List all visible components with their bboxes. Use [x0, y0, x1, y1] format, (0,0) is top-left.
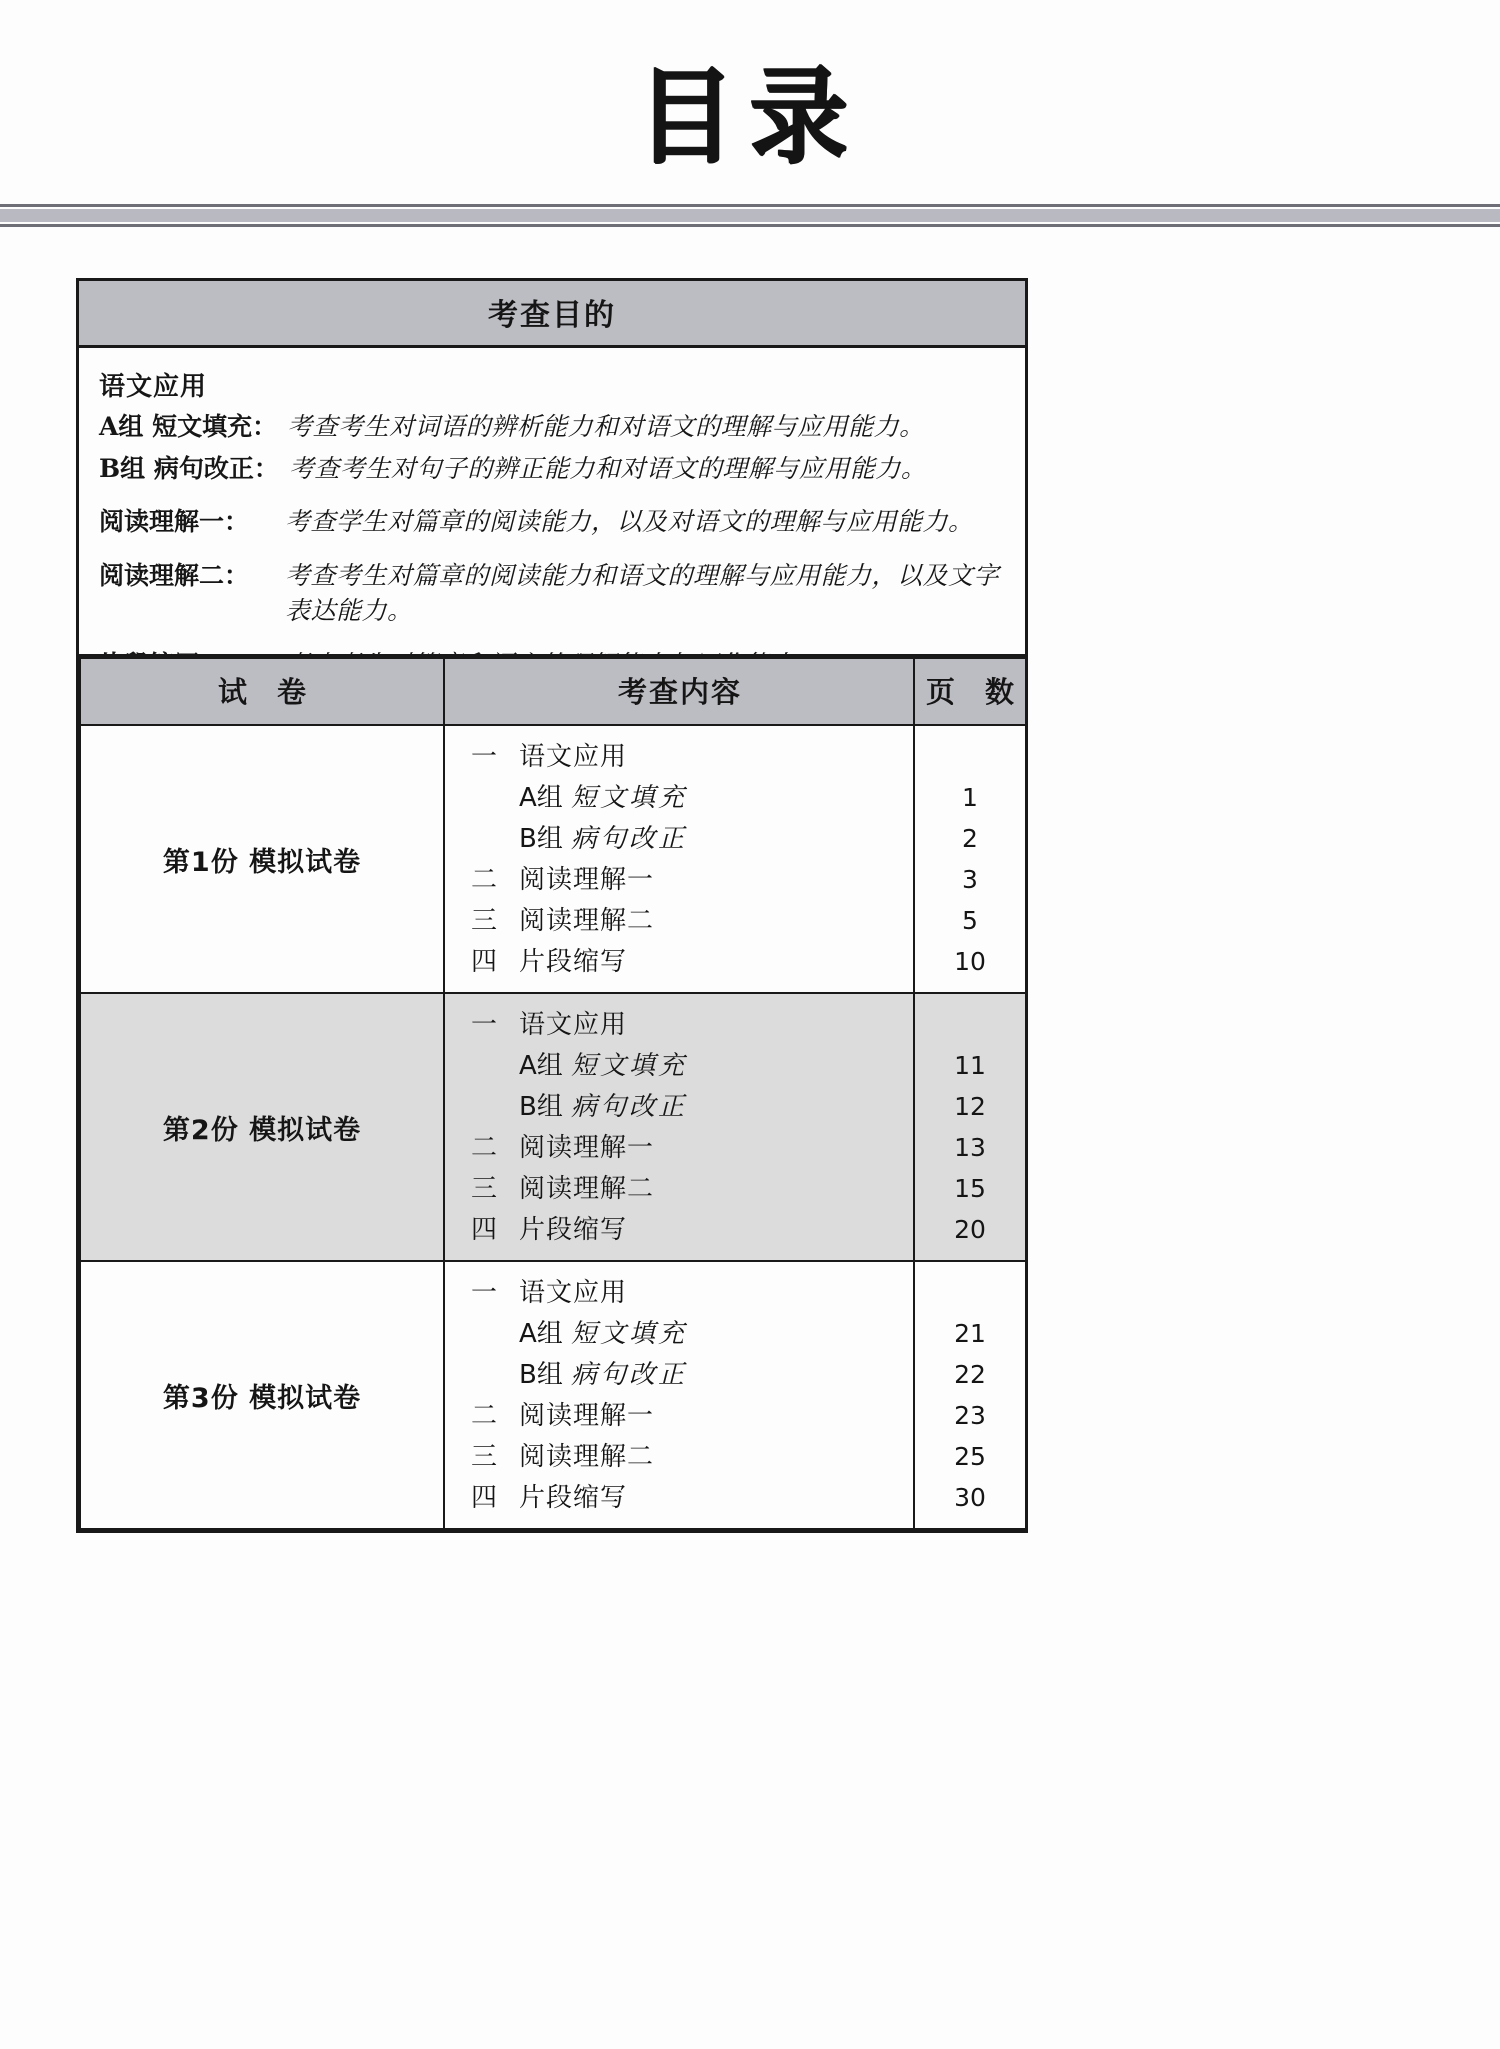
divider-line-bottom [0, 224, 1500, 227]
content-entry [471, 1127, 913, 1168]
entry-number: 三 [471, 1174, 498, 1204]
content-entry [471, 1477, 913, 1518]
assessment-purpose-body [79, 348, 1025, 706]
content-entry [471, 1354, 913, 1395]
page-number: 5 [962, 906, 978, 935]
page-number: 13 [954, 1133, 986, 1162]
content-entry [471, 777, 913, 818]
content-entry [471, 1313, 913, 1354]
contents-table-head [80, 658, 1026, 725]
entry-name: 短文填充 [571, 783, 688, 813]
content-entry [471, 859, 913, 900]
entry-name: 阅读理解一 [519, 1133, 655, 1163]
page-number: 15 [954, 1174, 986, 1203]
entry-number: 四 [471, 947, 498, 977]
contents-header-row [80, 658, 1026, 725]
entry-name: 语文应用 [519, 1010, 628, 1040]
page-number [915, 1004, 1025, 1045]
content-entry [471, 941, 913, 982]
entry-number: 三 [471, 1442, 498, 1472]
entry-name: 片段缩写 [519, 1483, 628, 1513]
page-number: 10 [954, 947, 986, 976]
column-header-content: 考查内容 [444, 658, 914, 725]
entry-group: A组 [519, 1319, 563, 1349]
entry-name: 病句改正 [571, 1360, 688, 1390]
contents-table-frame [76, 654, 1028, 1533]
page-title-area [0, 55, 1500, 178]
entry-name: 阅读理解一 [519, 865, 655, 895]
content-entry [471, 1168, 913, 1209]
purpose-entry [99, 451, 1009, 487]
entry-number: 二 [471, 1133, 498, 1163]
entry-name: 阅读理解二 [519, 1442, 655, 1472]
page-number: 22 [954, 1360, 986, 1389]
entry-name: 短文填充 [571, 1319, 688, 1349]
page-number: 11 [954, 1051, 986, 1080]
paper-name-cell: 第3份 模拟试卷 [80, 1261, 444, 1529]
entry-name: 阅读理解二 [519, 1174, 655, 1204]
content-entry [471, 1086, 913, 1127]
page-number: 25 [954, 1442, 986, 1471]
purpose-entry-label: A组 短文填充： [99, 412, 278, 441]
purpose-entry-label: B组 病句改正： [99, 453, 279, 483]
content-entry [471, 1004, 913, 1045]
page-number: 30 [954, 1483, 986, 1512]
content-entry [471, 818, 913, 859]
entry-group: B组 [519, 1092, 563, 1122]
content-entry [471, 1436, 913, 1477]
content-entry [471, 900, 913, 941]
contents-table [79, 657, 1027, 1530]
title-divider [0, 204, 1500, 228]
page-number [915, 736, 1025, 777]
entry-name: 病句改正 [571, 824, 688, 854]
entry-number: 二 [471, 865, 498, 895]
entry-group: B组 [519, 1360, 563, 1390]
page-title: 目录 [637, 55, 863, 178]
column-header-page: 页 数 [914, 658, 1026, 725]
page-number: 3 [962, 865, 978, 894]
paper-name-cell: 第1份 模拟试卷 [80, 725, 444, 993]
purpose-entry-label: 阅读理解一： [99, 507, 250, 536]
entry-number: 一 [471, 1278, 498, 1308]
page-number-cell [914, 1261, 1026, 1529]
entry-group: B组 [519, 824, 563, 854]
divider-line-top [0, 204, 1500, 207]
purpose-entry-text: 考查考生对词语的辨析能力和对语文的理解与应用能力。 [287, 412, 925, 441]
purpose-entry-label: 阅读理解二： [99, 560, 250, 590]
column-header-paper: 试 卷 [80, 658, 444, 725]
page-number: 2 [962, 824, 978, 853]
table-row [80, 993, 1026, 1261]
assessment-purpose-header [79, 281, 1025, 348]
content-cell [444, 1261, 914, 1529]
purpose-entry-text: 考查学生对篇章的阅读能力，以及对语文的理解与应用能力。 [285, 507, 974, 536]
table-row [80, 1261, 1026, 1529]
page-number: 23 [954, 1401, 986, 1430]
page-number-cell [914, 725, 1026, 993]
page-number-cell [914, 993, 1026, 1261]
assessment-purpose-box [76, 278, 1028, 709]
entry-number: 一 [471, 742, 498, 772]
paper-name-cell: 第2份 模拟试卷 [80, 993, 444, 1261]
assessment-purpose-header-label: 考查目的 [488, 298, 616, 333]
table-row [80, 725, 1026, 993]
page-number: 12 [954, 1092, 986, 1121]
entry-name: 阅读理解一 [519, 1401, 655, 1431]
page-number: 1 [962, 783, 978, 812]
page-number: 21 [954, 1319, 986, 1348]
content-entry [471, 1045, 913, 1086]
page-number [915, 1272, 1025, 1313]
entry-name: 短文填充 [571, 1051, 688, 1081]
entry-name: 阅读理解二 [519, 906, 655, 936]
content-entry [471, 1209, 913, 1250]
entry-number: 二 [471, 1401, 498, 1431]
purpose-entry-text: 考查考生对句子的辨正能力和对语文的理解与应用能力。 [288, 453, 927, 483]
entry-number: 三 [471, 906, 498, 936]
entry-name: 片段缩写 [519, 1215, 628, 1245]
entry-group: A组 [519, 1051, 563, 1081]
entry-name: 病句改正 [571, 1092, 688, 1122]
entry-number: 四 [471, 1215, 498, 1245]
entry-name: 语文应用 [519, 1278, 628, 1308]
content-cell [444, 993, 914, 1261]
purpose-entry [99, 504, 1009, 540]
entry-name: 片段缩写 [519, 947, 628, 977]
content-cell [444, 725, 914, 993]
content-entry [471, 736, 913, 777]
divider-band [0, 209, 1500, 222]
purpose-entry [99, 558, 1009, 629]
entry-name: 语文应用 [519, 742, 628, 772]
content-entry [471, 1272, 913, 1313]
content-entry [471, 1395, 913, 1436]
contents-table-body [80, 725, 1026, 1529]
entry-number: 一 [471, 1010, 498, 1040]
purpose-section-heading: 语文应用 [99, 372, 208, 402]
entry-group: A组 [519, 783, 563, 813]
entry-number: 四 [471, 1483, 498, 1513]
purpose-entry [99, 409, 1009, 445]
page-number: 20 [954, 1215, 986, 1244]
purpose-entry-text: 考查考生对篇章的阅读能力和语文的理解与应用能力，以及文字表达能力。 [285, 560, 1000, 625]
